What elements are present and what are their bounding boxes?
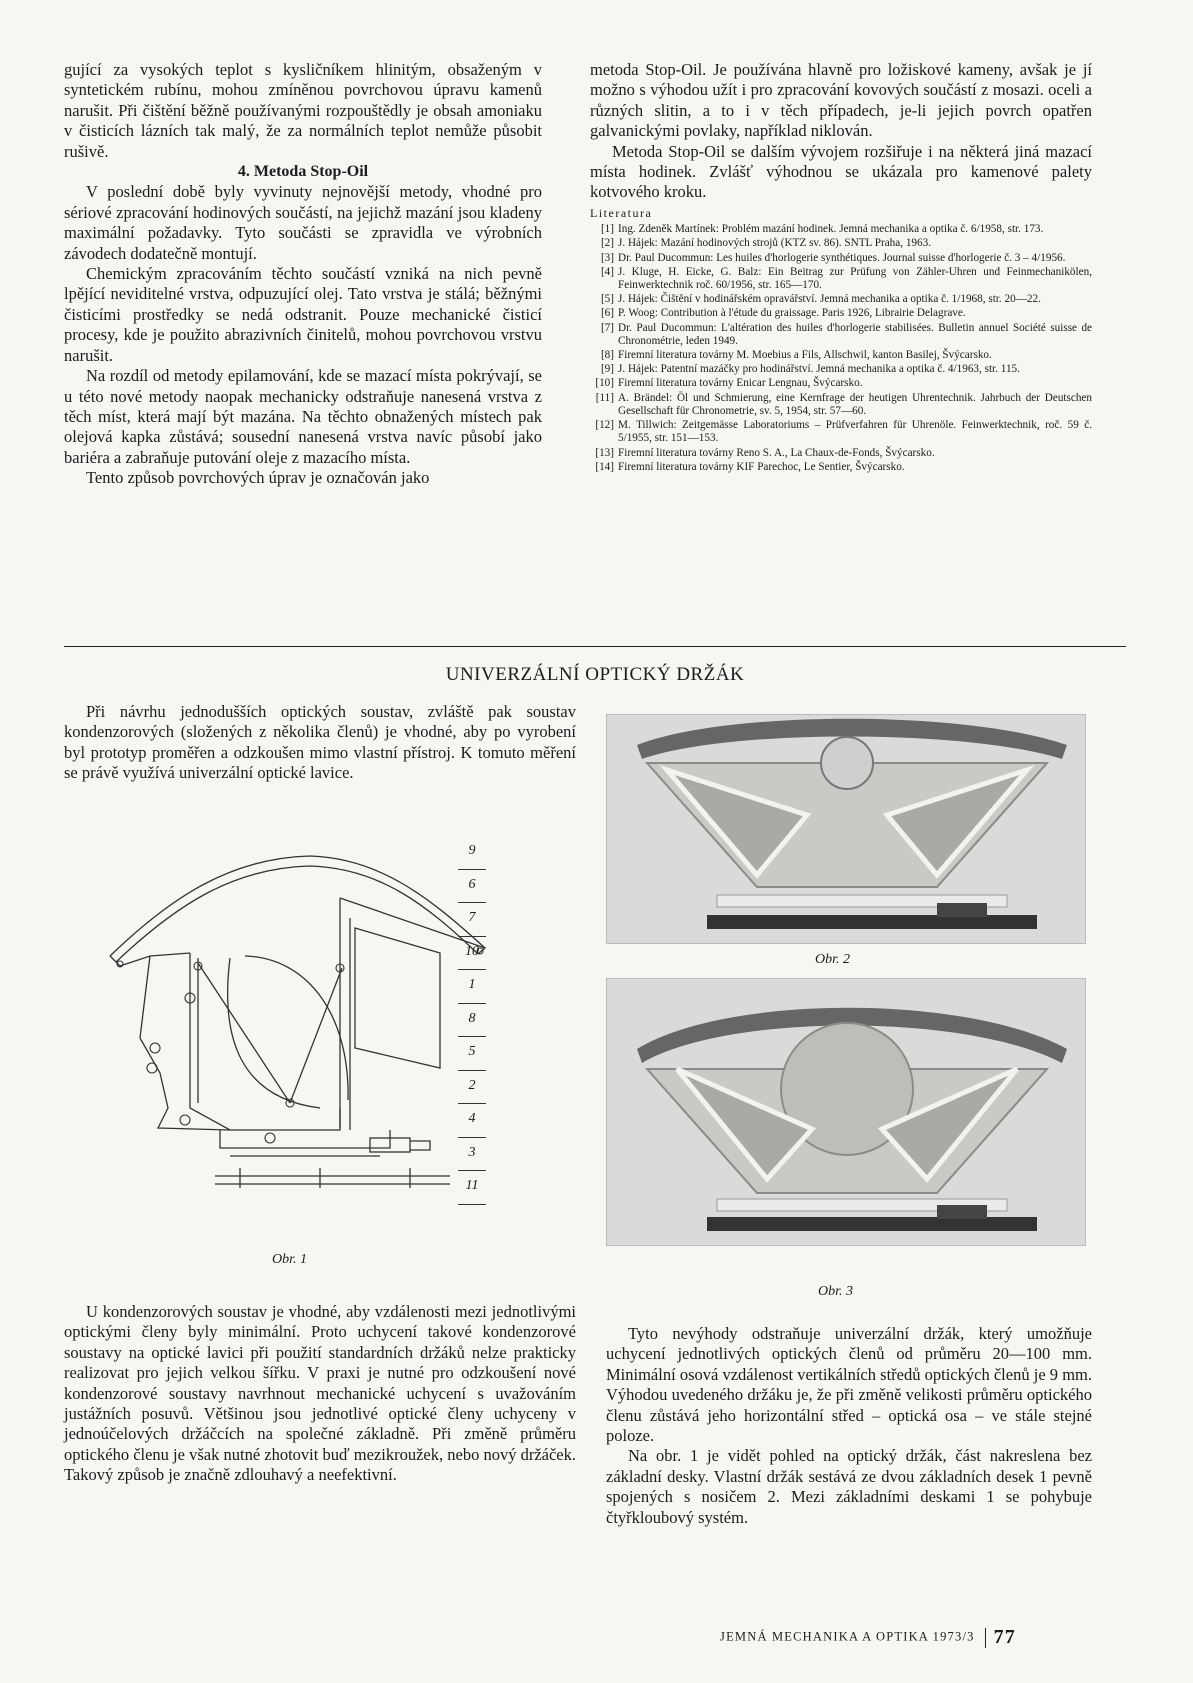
- reference-text: J. Hájek: Čištění v hodinářském opravářství. Jemná mechanika a optika č. 1/1968, str. 20—22.: [618, 293, 1041, 306]
- reference-item: [590, 322, 1092, 348]
- reference-number: [12]: [595, 419, 614, 432]
- section-heading: 4. Metoda Stop-Oil: [237, 163, 369, 181]
- reference-item: [590, 392, 1092, 418]
- intro-text: [64, 702, 576, 784]
- reference-number: [4]: [600, 265, 614, 278]
- section-divider: [64, 646, 1126, 647]
- reference-text: Dr. Paul Ducommun: L'altération des huiles d'horlogerie stabilisées. Bulletin annuel Société suisse de Chronométrie, leden 1949.: [618, 321, 1092, 347]
- footer-divider: [985, 1628, 986, 1648]
- reference-item: [590, 363, 1092, 376]
- reference-text: A. Brändel: Öl und Schmierung, eine Kernfrage der heutigen Uhrentechnik. Jahrbuch der Deutschen Gesellschaft für Chronometrie, sv. 5, 1954, str. 57—60.: [618, 391, 1092, 417]
- callout-number: 4: [458, 1104, 486, 1138]
- reference-number: [1]: [600, 223, 614, 236]
- page-footer: [720, 1626, 1125, 1649]
- reference-item: [590, 307, 1092, 320]
- bottom-right-column: [606, 1324, 1092, 1528]
- reference-number: [9]: [600, 363, 614, 376]
- article-title: UNIVERZÁLNÍ OPTICKÝ DRŽÁK: [445, 664, 745, 685]
- reference-text: J. Hájek: Patentní mazáčky pro hodinářství. Jemná mechanika a optika č. 4/1963, str. 115.: [618, 363, 1020, 376]
- paragraph: Metoda Stop-Oil se dalším vývojem rozšiřuje i na některá jiná mazací místa hodinek. Zvlášť výhodnou se ukázala pro kamenové palety kotvového kroku.: [590, 141, 1092, 202]
- bottom-left-column: [64, 1302, 576, 1486]
- reference-number: [2]: [600, 237, 614, 250]
- reference-item: [590, 461, 1092, 474]
- photo-holder-small-lens: [606, 714, 1086, 944]
- callout-number: 3: [458, 1138, 486, 1172]
- reference-text: Firemní literatura továrny Reno S. A., La Chaux-de-Fonds, Švýcarsko.: [618, 446, 935, 459]
- callout-number: 11: [458, 1171, 486, 1205]
- paragraph: U kondenzorových soustav je vhodné, aby vzdálenosti mezi jednotlivými optickými členy byly minimální. Proto uchycení takové kondenzorové soustavy na optické lavici při použití standardních držáků nelze prakticky realizovat pro jejich velkou šířku. V praxi je nutné pro odzkoušení nové kondenzorové soustavy navrhnout mechanické uchycení s uvažováním justážních posuvů. Většinou jsou jednotlivé optické členy uchyceny v jednoúčelových držáčcích na společné základně. Při změně průměru optického členu je však nutné zhotovit buď mezikroužek, nebo nový držáček. Takový způsob je značně zdlouhavý a neefektivní.: [64, 1302, 576, 1485]
- reference-item: [590, 293, 1092, 306]
- reference-text: J. Hájek: Mazání hodinových strojů (KTZ sv. 86). SNTL Praha, 1963.: [618, 237, 931, 250]
- reference-item: [590, 349, 1092, 362]
- reference-item: [590, 377, 1092, 390]
- callout-number: 2: [458, 1071, 486, 1105]
- paragraph: Chemickým zpracováním těchto součástí vzniká na nich pevně lpějící neviditelné vrstva, odpuzující olej. Tato vrstva je stálá; běžnými čisticími prostředky se nedá odstranit. Pouze mechanické čisticí procesy, kde je použito abrazivních činitelů, mohou povrchovou vrstvu narušit.: [64, 264, 542, 365]
- reference-text: Ing. Zdeněk Martínek: Problém mazání hodinek. Jemná mechanika a optika č. 6/1958, str. 173.: [618, 223, 1044, 236]
- figure-caption: Obr. 1: [272, 1252, 308, 1267]
- reference-number: [7]: [600, 321, 614, 334]
- reference-text: Firemní literatura továrny KIF Parechoc, Le Sentier, Švýcarsko.: [618, 460, 905, 473]
- top-right-column: [590, 60, 1092, 475]
- reference-number: [13]: [595, 446, 614, 459]
- figure-caption: Obr. 3: [818, 1284, 854, 1299]
- reference-item: [590, 447, 1092, 460]
- reference-number: [14]: [595, 460, 614, 473]
- paragraph: V poslední době byly vyvinuty nejnovější metody, vhodné pro sériové zpracování hodinových součástí, na jejichž mazání jsou kladeny maximální požadavky. Tyto součásti se zpravidla ve výrobních závodech dodatečně montují.: [64, 182, 542, 263]
- reference-item: [590, 223, 1092, 236]
- callout-number: 1: [458, 970, 486, 1004]
- paragraph: Při návrhu jednodušších optických soustav, zvláště pak soustav kondenzorových (složených z několika členů) je vhodné, aby po vyrobení byl prototyp proměřen a odzkoušen mimo vlastní přístroj. K tomuto měření se právě využívá univerzální optické lavice.: [64, 702, 576, 783]
- reference-text: P. Woog: Contribution à l'étude du graissage. Paris 1926, Librairie Delagrave.: [618, 307, 966, 320]
- technical-drawing: [80, 838, 520, 1188]
- paragraph: Tento způsob povrchových úprav je označován jako: [86, 468, 430, 488]
- reference-text: Dr. Paul Ducommun: Les huiles d'horlogerie synthétiques. Journal suisse d'horlogerie č. 3 – 4/1956.: [618, 251, 1066, 264]
- reference-number: [3]: [600, 251, 614, 264]
- reference-text: Firemní literatura továrny Enicar Lengnau, Švýcarsko.: [618, 377, 863, 390]
- callout-number: 6: [458, 870, 486, 904]
- reference-item: [590, 237, 1092, 250]
- reference-item: [590, 266, 1092, 292]
- callout-number: 10: [458, 937, 486, 971]
- paragraph: Na obr. 1 je vidět pohled na optický držák, část nakreslena bez základní desky. Vlastní držák sestává ze dvou základních desek 1 pevně spojených s nosičem 2. Mezi základními deskami 1 se pohybuje čtyřkloubový systém.: [606, 1446, 1092, 1527]
- photo-holder-large-lens: [606, 978, 1086, 1246]
- reference-text: J. Kluge, H. Eicke, G. Balz: Ein Beitrag zur Prüfung von Zähler-Uhren und Feinmechanikölen, Feinwerktechnik roč. 60/1956, str. 165—170.: [618, 265, 1092, 292]
- reference-text: Firemní literatura továrny M. Moebius a Fils, Allschwil, kanton Basilej, Švýcarsko.: [618, 349, 992, 362]
- journal-name: JEMNÁ MECHANIKA A OPTIKA 1973/3: [720, 1629, 975, 1644]
- page-number: 77: [993, 1626, 1016, 1648]
- callout-number: 5: [458, 1037, 486, 1071]
- reference-number: [8]: [600, 349, 614, 362]
- paragraph: gující za vysokých teplot s kysličníkem hlinitým, obsaženým v syntetickém rubínu, mohou zmíněnou povrchovou úpravu kamenů narušit. Při čištění běžně používanými rozpouštědly je obsah amoniaku v čisticích lázních tak malý, že za normálních teplot nemůže působit rušivě.: [64, 60, 542, 161]
- paragraph: Tyto nevýhody odstraňuje univerzální držák, který umožňuje uchycení jednotlivých optických členů od průměru 20—100 mm. Minimální osová vzdálenost vertikálních středů optických členů je 9 mm. Výhodou uvedeného držáku je, že při změně velikosti průměru optického členu zůstává jeho horizontální střed – optická osa – ve stále stejné poloze.: [606, 1324, 1092, 1446]
- callout-number: 9: [458, 836, 486, 870]
- paragraph: Na rozdíl od metody epilamování, kde se mazací místa pokrývají, se u této nové metody naopak mechanicky odstraňuje nanesená vrstva z těch míst, která mají být mazána. Na těchto obnažených místech pak olejová kapka zůstává; sousední nanesená vrstva navíc působí jako bariéra a zabraňuje putování oleje z mazacího místa.: [64, 366, 542, 467]
- literature-heading: Literatura: [590, 205, 653, 220]
- reference-number: [10]: [595, 377, 614, 390]
- figure-callouts: [458, 836, 498, 1205]
- reference-item: [590, 252, 1092, 265]
- reference-list: [590, 223, 1092, 474]
- reference-number: [5]: [600, 293, 614, 306]
- callout-number: 7: [458, 903, 486, 937]
- top-left-column: [64, 60, 542, 489]
- paragraph: metoda Stop-Oil. Je používána hlavně pro ložiskové kameny, avšak je jí možno s výhodou užít i pro zpracování kovových součástí z mosazi. oceli a různých slitin, a to i v těch případech, je-li jejich povrch opatřen galvanickými povlaky, například niklován.: [590, 60, 1092, 141]
- reference-number: [11]: [595, 391, 614, 404]
- reference-number: [6]: [600, 307, 614, 320]
- figure-caption: Obr. 2: [815, 952, 851, 967]
- reference-item: [590, 419, 1092, 445]
- callout-number: 8: [458, 1004, 486, 1038]
- reference-text: M. Tillwich: Zeitgemässe Laboratoriums – Prüfverfahren für Uhrenöle. Feinwerktechnik, roč. 59 č. 5/1955, str. 151—153.: [618, 419, 1092, 445]
